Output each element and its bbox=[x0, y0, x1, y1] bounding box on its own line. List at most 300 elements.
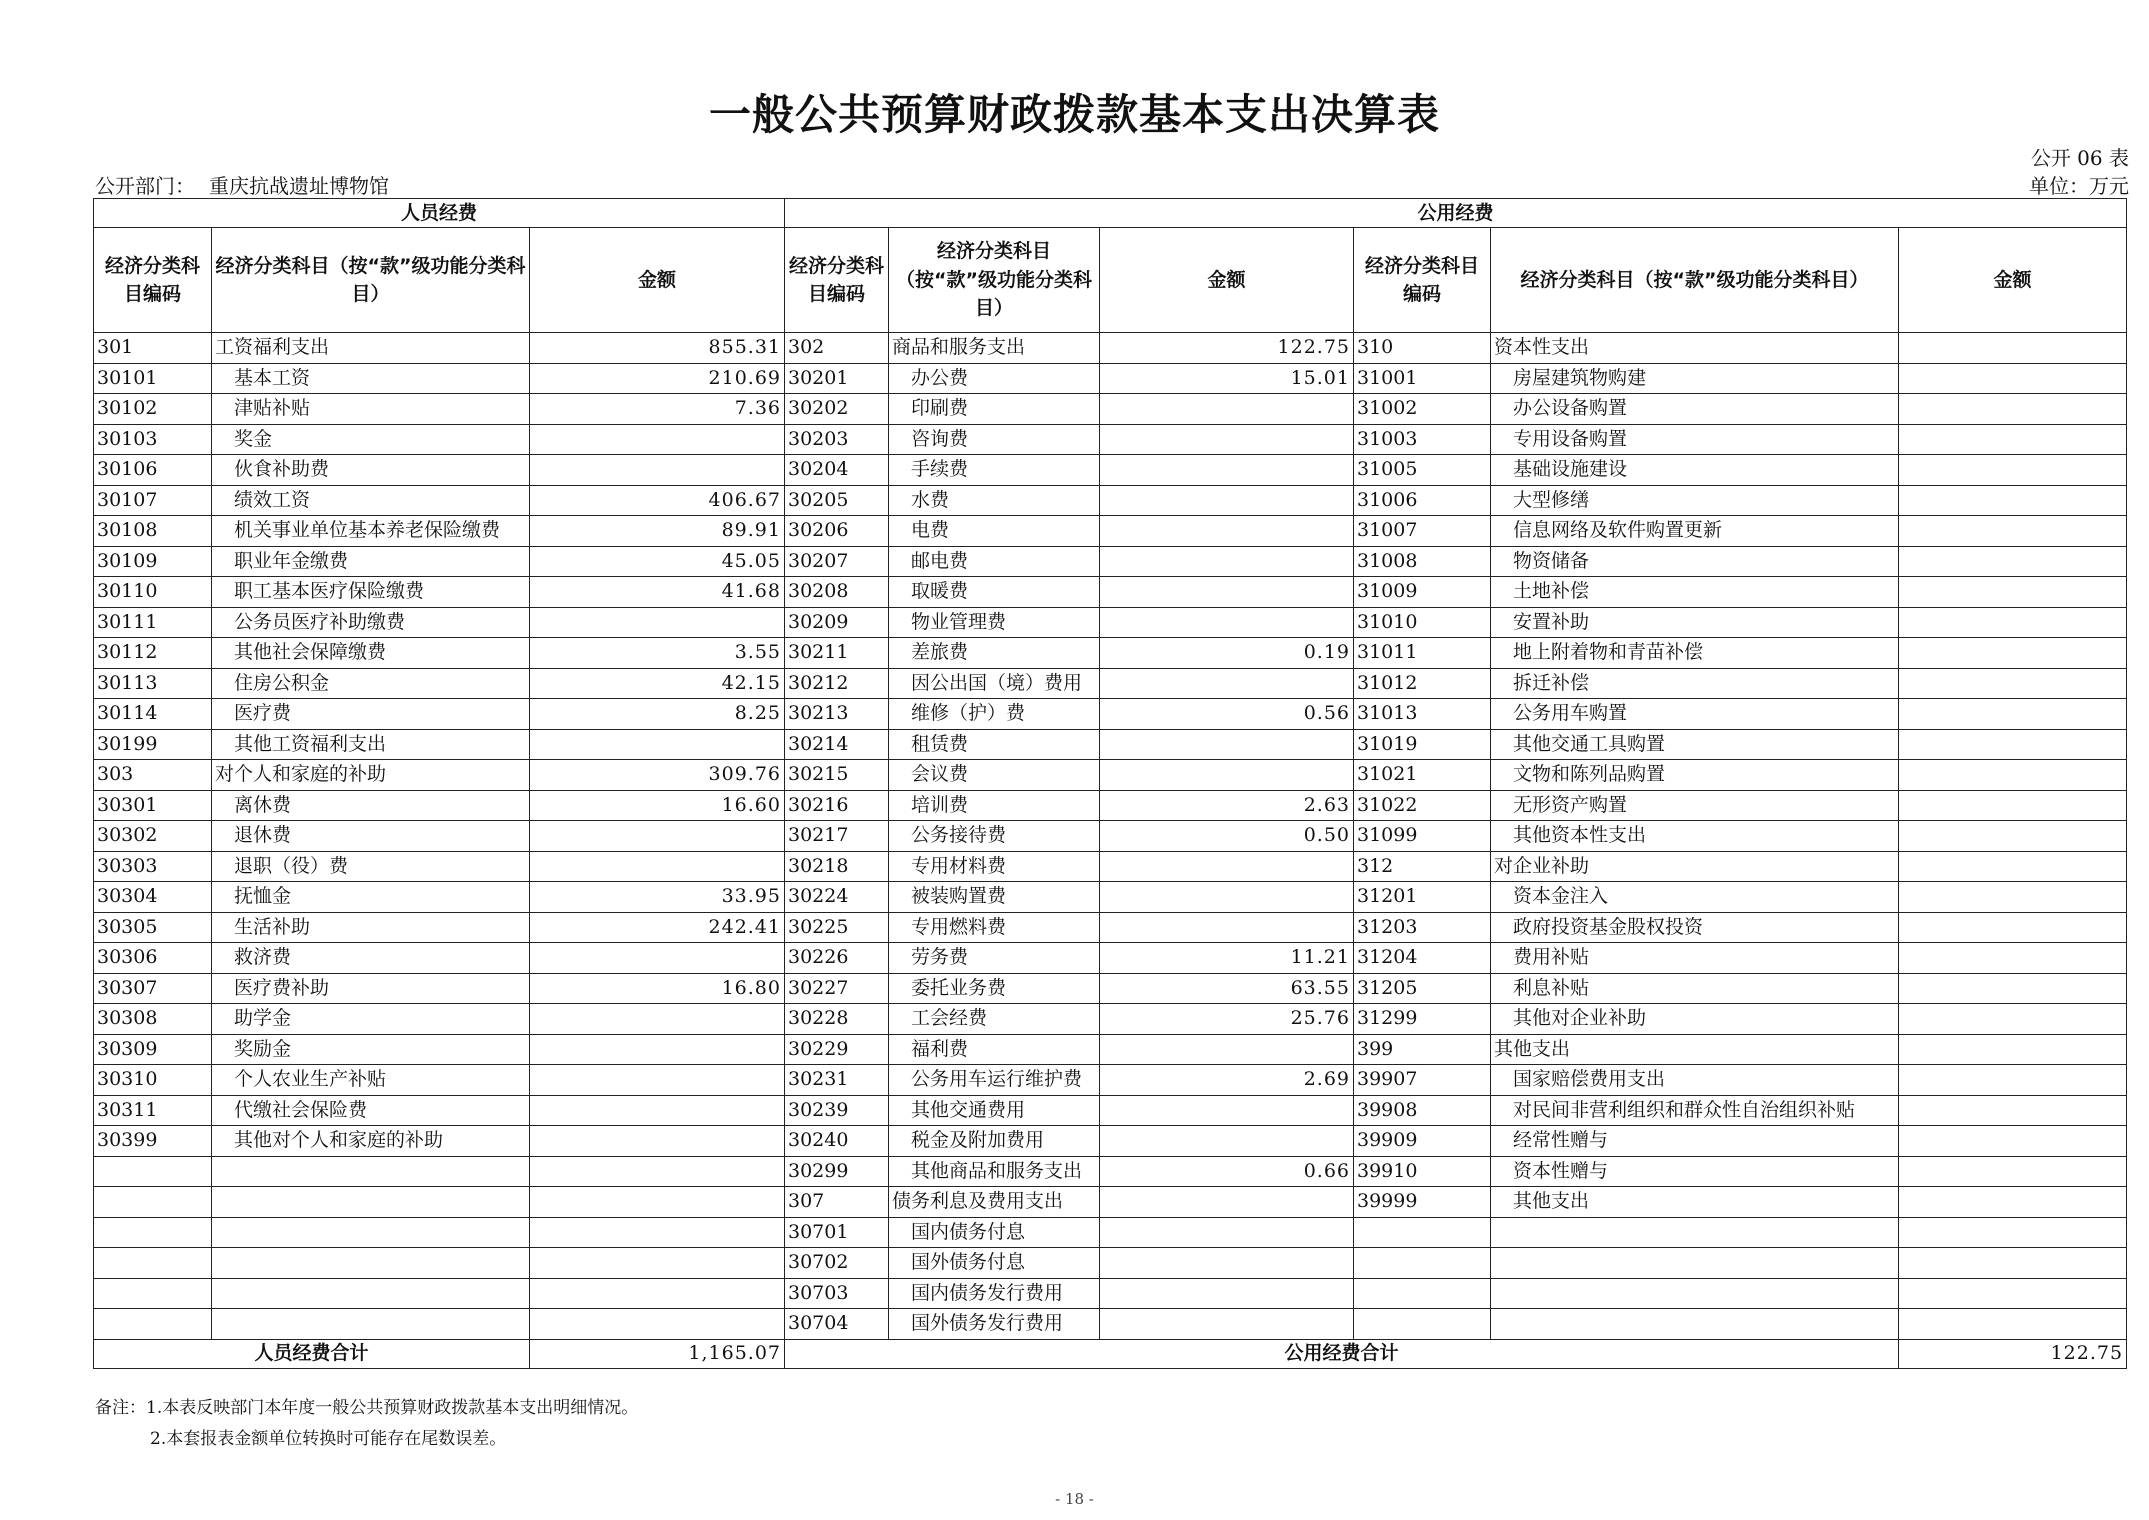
personnel-name-cell: 助学金 bbox=[212, 1004, 530, 1035]
public-code-cell: 30299 bbox=[785, 1156, 889, 1187]
personnel-amount-cell: 42.15 bbox=[530, 668, 785, 699]
personnel-name-cell: 职业年金缴费 bbox=[212, 546, 530, 577]
table-row bbox=[94, 790, 2127, 821]
capital-name-cell: 大型修缮 bbox=[1491, 485, 1899, 516]
public-amount-cell bbox=[1100, 1309, 1354, 1340]
personnel-amount-cell bbox=[530, 1156, 785, 1187]
personnel-name-cell: 津贴补贴 bbox=[212, 394, 530, 425]
capital-name-cell: 公务用车购置 bbox=[1491, 699, 1899, 730]
personnel-name-cell: 个人农业生产补贴 bbox=[212, 1065, 530, 1096]
capital-name-cell: 其他资本性支出 bbox=[1491, 821, 1899, 852]
public-total-value: 122.75 bbox=[1899, 1339, 2127, 1368]
capital-code-cell: 31010 bbox=[1354, 607, 1491, 638]
capital-amount-cell bbox=[1899, 1065, 2127, 1096]
public-name-cell: 商品和服务支出 bbox=[889, 333, 1100, 364]
personnel-name-cell: 退职（役）费 bbox=[212, 851, 530, 882]
table-row bbox=[94, 1034, 2127, 1065]
personnel-code-cell: 30109 bbox=[94, 546, 212, 577]
capital-name-cell: 其他交通工具购置 bbox=[1491, 729, 1899, 760]
personnel-amount-cell bbox=[530, 1034, 785, 1065]
personnel-name-cell bbox=[212, 1217, 530, 1248]
personnel-name-cell: 离休费 bbox=[212, 790, 530, 821]
capital-amount-cell bbox=[1899, 1309, 2127, 1340]
public-code-cell: 30209 bbox=[785, 607, 889, 638]
totals-row bbox=[94, 1339, 2127, 1368]
public-code-cell: 30201 bbox=[785, 363, 889, 394]
public-amount-cell bbox=[1100, 760, 1354, 791]
public-name-cell: 税金及附加费用 bbox=[889, 1126, 1100, 1157]
public-code-cell: 30227 bbox=[785, 973, 889, 1004]
public-amount-cell bbox=[1100, 424, 1354, 455]
capital-code-cell: 31003 bbox=[1354, 424, 1491, 455]
personnel-code-cell: 30304 bbox=[94, 882, 212, 913]
capital-code-cell: 31011 bbox=[1354, 638, 1491, 669]
capital-name-cell: 文物和陈列品购置 bbox=[1491, 760, 1899, 791]
public-name-cell: 国外债务付息 bbox=[889, 1248, 1100, 1279]
capital-amount-cell bbox=[1899, 882, 2127, 913]
public-code-cell: 30225 bbox=[785, 912, 889, 943]
capital-amount-cell bbox=[1899, 485, 2127, 516]
public-name-cell: 委托业务费 bbox=[889, 973, 1100, 1004]
public-name-cell: 因公出国（境）费用 bbox=[889, 668, 1100, 699]
note-1: 备注：1.本表反映部门本年度一般公共预算财政拨款基本支出明细情况。 bbox=[95, 1398, 639, 1418]
personnel-code-cell: 30399 bbox=[94, 1126, 212, 1157]
capital-amount-cell bbox=[1899, 668, 2127, 699]
capital-code-cell bbox=[1354, 1217, 1491, 1248]
capital-amount-cell bbox=[1899, 1156, 2127, 1187]
capital-amount-cell bbox=[1899, 455, 2127, 486]
capital-name-cell: 办公设备购置 bbox=[1491, 394, 1899, 425]
table-row bbox=[94, 973, 2127, 1004]
table-row bbox=[94, 1065, 2127, 1096]
table-row bbox=[94, 607, 2127, 638]
table-row bbox=[94, 1217, 2127, 1248]
public-code-cell: 30239 bbox=[785, 1095, 889, 1126]
public-name-cell: 咨询费 bbox=[889, 424, 1100, 455]
form-number: 公开 06 表 bbox=[2030, 146, 2129, 170]
public-name-cell: 其他商品和服务支出 bbox=[889, 1156, 1100, 1187]
table-row bbox=[94, 882, 2127, 913]
capital-code-cell: 31009 bbox=[1354, 577, 1491, 608]
capital-amount-cell bbox=[1899, 333, 2127, 364]
group-personnel: 人员经费 bbox=[94, 199, 785, 228]
capital-name-cell: 房屋建筑物购建 bbox=[1491, 363, 1899, 394]
header-capital-name: 经济分类科目（按“款”级功能分类科目） bbox=[1491, 228, 1899, 333]
personnel-name-cell: 基本工资 bbox=[212, 363, 530, 394]
capital-code-cell: 31008 bbox=[1354, 546, 1491, 577]
capital-name-cell: 资本性支出 bbox=[1491, 333, 1899, 364]
personnel-name-cell bbox=[212, 1187, 530, 1218]
capital-code-cell: 31022 bbox=[1354, 790, 1491, 821]
public-code-cell: 30702 bbox=[785, 1248, 889, 1279]
personnel-total-label: 人员经费合计 bbox=[94, 1339, 530, 1368]
personnel-code-cell: 30301 bbox=[94, 790, 212, 821]
personnel-amount-cell: 89.91 bbox=[530, 516, 785, 547]
public-code-cell: 30203 bbox=[785, 424, 889, 455]
capital-amount-cell bbox=[1899, 699, 2127, 730]
personnel-code-cell: 30199 bbox=[94, 729, 212, 760]
capital-amount-cell bbox=[1899, 1034, 2127, 1065]
table-row bbox=[94, 485, 2127, 516]
personnel-total-value: 1,165.07 bbox=[530, 1339, 785, 1368]
public-name-cell: 其他交通费用 bbox=[889, 1095, 1100, 1126]
personnel-name-cell: 代缴社会保险费 bbox=[212, 1095, 530, 1126]
table-row bbox=[94, 1187, 2127, 1218]
table-row bbox=[94, 912, 2127, 943]
capital-name-cell: 无形资产购置 bbox=[1491, 790, 1899, 821]
capital-name-cell: 费用补贴 bbox=[1491, 943, 1899, 974]
personnel-amount-cell bbox=[530, 1065, 785, 1096]
public-code-cell: 30231 bbox=[785, 1065, 889, 1096]
capital-name-cell: 其他对企业补助 bbox=[1491, 1004, 1899, 1035]
notes bbox=[95, 1393, 638, 1455]
capital-code-cell: 39907 bbox=[1354, 1065, 1491, 1096]
public-amount-cell: 0.56 bbox=[1100, 699, 1354, 730]
capital-amount-cell bbox=[1899, 394, 2127, 425]
capital-code-cell: 39999 bbox=[1354, 1187, 1491, 1218]
personnel-code-cell: 30302 bbox=[94, 821, 212, 852]
capital-amount-cell bbox=[1899, 729, 2127, 760]
personnel-amount-cell bbox=[530, 1187, 785, 1218]
capital-amount-cell bbox=[1899, 973, 2127, 1004]
capital-code-cell: 31001 bbox=[1354, 363, 1491, 394]
public-name-cell: 国外债务发行费用 bbox=[889, 1309, 1100, 1340]
public-amount-cell bbox=[1100, 1126, 1354, 1157]
public-amount-cell: 0.19 bbox=[1100, 638, 1354, 669]
personnel-amount-cell bbox=[530, 1095, 785, 1126]
capital-name-cell: 物资储备 bbox=[1491, 546, 1899, 577]
personnel-code-cell bbox=[94, 1278, 212, 1309]
capital-amount-cell bbox=[1899, 638, 2127, 669]
personnel-amount-cell bbox=[530, 1309, 785, 1340]
public-name-cell: 差旅费 bbox=[889, 638, 1100, 669]
capital-name-cell bbox=[1491, 1278, 1899, 1309]
page-title: 一般公共预算财政拨款基本支出决算表 bbox=[708, 90, 1440, 139]
table-row bbox=[94, 1309, 2127, 1340]
department-line bbox=[95, 170, 403, 199]
personnel-code-cell: 303 bbox=[94, 760, 212, 791]
personnel-name-cell: 住房公积金 bbox=[212, 668, 530, 699]
personnel-code-cell: 30306 bbox=[94, 943, 212, 974]
personnel-name-cell: 医疗费补助 bbox=[212, 973, 530, 1004]
capital-name-cell: 国家赔偿费用支出 bbox=[1491, 1065, 1899, 1096]
header-personnel-code: 经济分类科目编码 bbox=[94, 228, 212, 333]
capital-code-cell: 39910 bbox=[1354, 1156, 1491, 1187]
public-name-cell: 租赁费 bbox=[889, 729, 1100, 760]
capital-code-cell: 31203 bbox=[1354, 912, 1491, 943]
capital-code-cell: 31005 bbox=[1354, 455, 1491, 486]
public-amount-cell bbox=[1100, 455, 1354, 486]
public-code-cell: 30207 bbox=[785, 546, 889, 577]
table-row bbox=[94, 516, 2127, 547]
capital-name-cell: 对企业补助 bbox=[1491, 851, 1899, 882]
public-amount-cell bbox=[1100, 394, 1354, 425]
public-amount-cell: 2.63 bbox=[1100, 790, 1354, 821]
capital-code-cell: 31013 bbox=[1354, 699, 1491, 730]
header-personnel-name: 经济分类科目（按“款”级功能分类科目） bbox=[212, 228, 530, 333]
public-amount-cell bbox=[1100, 912, 1354, 943]
personnel-name-cell: 救济费 bbox=[212, 943, 530, 974]
public-code-cell: 30213 bbox=[785, 699, 889, 730]
personnel-code-cell: 30303 bbox=[94, 851, 212, 882]
public-code-cell: 302 bbox=[785, 333, 889, 364]
personnel-name-cell bbox=[212, 1278, 530, 1309]
capital-amount-cell bbox=[1899, 851, 2127, 882]
public-amount-cell bbox=[1100, 577, 1354, 608]
personnel-code-cell: 30307 bbox=[94, 973, 212, 1004]
public-name-cell: 办公费 bbox=[889, 363, 1100, 394]
public-code-cell: 307 bbox=[785, 1187, 889, 1218]
personnel-amount-cell: 3.55 bbox=[530, 638, 785, 669]
capital-code-cell: 31099 bbox=[1354, 821, 1491, 852]
public-code-cell: 30215 bbox=[785, 760, 889, 791]
capital-name-cell: 对民间非营利组织和群众性自治组织补贴 bbox=[1491, 1095, 1899, 1126]
personnel-name-cell: 奖励金 bbox=[212, 1034, 530, 1065]
table-row bbox=[94, 668, 2127, 699]
capital-code-cell: 31007 bbox=[1354, 516, 1491, 547]
capital-amount-cell bbox=[1899, 1004, 2127, 1035]
personnel-amount-cell bbox=[530, 1278, 785, 1309]
table-row bbox=[94, 851, 2127, 882]
personnel-amount-cell: 309.76 bbox=[530, 760, 785, 791]
personnel-code-cell: 30103 bbox=[94, 424, 212, 455]
public-amount-cell bbox=[1100, 607, 1354, 638]
public-amount-cell: 0.66 bbox=[1100, 1156, 1354, 1187]
capital-amount-cell bbox=[1899, 577, 2127, 608]
public-name-cell: 手续费 bbox=[889, 455, 1100, 486]
capital-amount-cell bbox=[1899, 943, 2127, 974]
personnel-code-cell bbox=[94, 1156, 212, 1187]
personnel-name-cell: 其他社会保障缴费 bbox=[212, 638, 530, 669]
public-name-cell: 专用燃料费 bbox=[889, 912, 1100, 943]
public-code-cell: 30214 bbox=[785, 729, 889, 760]
table-row bbox=[94, 333, 2127, 364]
personnel-name-cell: 对个人和家庭的补助 bbox=[212, 760, 530, 791]
table-row bbox=[94, 943, 2127, 974]
capital-amount-cell bbox=[1899, 1217, 2127, 1248]
capital-code-cell: 31002 bbox=[1354, 394, 1491, 425]
public-code-cell: 30208 bbox=[785, 577, 889, 608]
expenditure-table bbox=[93, 198, 2127, 1369]
public-amount-cell bbox=[1100, 1248, 1354, 1279]
personnel-amount-cell bbox=[530, 1004, 785, 1035]
personnel-code-cell: 30311 bbox=[94, 1095, 212, 1126]
capital-name-cell: 拆迁补偿 bbox=[1491, 668, 1899, 699]
capital-code-cell bbox=[1354, 1248, 1491, 1279]
personnel-code-cell: 30309 bbox=[94, 1034, 212, 1065]
public-name-cell: 电费 bbox=[889, 516, 1100, 547]
capital-amount-cell bbox=[1899, 546, 2127, 577]
public-name-cell: 印刷费 bbox=[889, 394, 1100, 425]
public-name-cell: 物业管理费 bbox=[889, 607, 1100, 638]
capital-name-cell: 其他支出 bbox=[1491, 1034, 1899, 1065]
public-name-cell: 专用材料费 bbox=[889, 851, 1100, 882]
personnel-amount-cell: 7.36 bbox=[530, 394, 785, 425]
header-personnel-amount: 金额 bbox=[530, 228, 785, 333]
personnel-code-cell: 30308 bbox=[94, 1004, 212, 1035]
personnel-amount-cell bbox=[530, 1248, 785, 1279]
personnel-code-cell: 30108 bbox=[94, 516, 212, 547]
public-name-cell: 邮电费 bbox=[889, 546, 1100, 577]
capital-amount-cell bbox=[1899, 1248, 2127, 1279]
public-name-cell: 劳务费 bbox=[889, 943, 1100, 974]
public-amount-cell bbox=[1100, 668, 1354, 699]
personnel-name-cell: 生活补助 bbox=[212, 912, 530, 943]
personnel-name-cell: 机关事业单位基本养老保险缴费 bbox=[212, 516, 530, 547]
personnel-code-cell: 30112 bbox=[94, 638, 212, 669]
header-capital-code: 经济分类科目编码 bbox=[1354, 228, 1491, 333]
capital-name-cell: 资本性赠与 bbox=[1491, 1156, 1899, 1187]
group-header-row bbox=[94, 199, 2127, 228]
public-name-cell: 国内债务发行费用 bbox=[889, 1278, 1100, 1309]
personnel-name-cell: 伙食补助费 bbox=[212, 455, 530, 486]
public-code-cell: 30704 bbox=[785, 1309, 889, 1340]
table-row bbox=[94, 424, 2127, 455]
personnel-amount-cell bbox=[530, 943, 785, 974]
public-code-cell: 30228 bbox=[785, 1004, 889, 1035]
table-row bbox=[94, 1248, 2127, 1279]
capital-code-cell: 31019 bbox=[1354, 729, 1491, 760]
capital-code-cell: 31205 bbox=[1354, 973, 1491, 1004]
public-amount-cell bbox=[1100, 485, 1354, 516]
capital-code-cell: 39909 bbox=[1354, 1126, 1491, 1157]
public-amount-cell: 2.69 bbox=[1100, 1065, 1354, 1096]
personnel-code-cell: 301 bbox=[94, 333, 212, 364]
personnel-amount-cell: 406.67 bbox=[530, 485, 785, 516]
capital-name-cell: 地上附着物和青苗补偿 bbox=[1491, 638, 1899, 669]
personnel-name-cell: 职工基本医疗保险缴费 bbox=[212, 577, 530, 608]
public-code-cell: 30211 bbox=[785, 638, 889, 669]
public-amount-cell bbox=[1100, 1034, 1354, 1065]
table-row bbox=[94, 699, 2127, 730]
group-public: 公用经费 bbox=[785, 199, 2127, 228]
capital-name-cell: 利息补贴 bbox=[1491, 973, 1899, 1004]
personnel-code-cell: 30310 bbox=[94, 1065, 212, 1096]
personnel-amount-cell bbox=[530, 455, 785, 486]
table-row bbox=[94, 363, 2127, 394]
capital-name-cell: 基础设施建设 bbox=[1491, 455, 1899, 486]
table-row bbox=[94, 1156, 2127, 1187]
header-capital-amount: 金额 bbox=[1899, 228, 2127, 333]
public-name-cell: 取暖费 bbox=[889, 577, 1100, 608]
personnel-name-cell: 抚恤金 bbox=[212, 882, 530, 913]
personnel-amount-cell: 242.41 bbox=[530, 912, 785, 943]
public-name-cell: 债务利息及费用支出 bbox=[889, 1187, 1100, 1218]
column-header-row bbox=[94, 228, 2127, 333]
public-code-cell: 30216 bbox=[785, 790, 889, 821]
personnel-name-cell bbox=[212, 1248, 530, 1279]
personnel-code-cell: 30111 bbox=[94, 607, 212, 638]
personnel-amount-cell: 41.68 bbox=[530, 577, 785, 608]
public-amount-cell: 25.76 bbox=[1100, 1004, 1354, 1035]
public-amount-cell bbox=[1100, 546, 1354, 577]
capital-code-cell: 39908 bbox=[1354, 1095, 1491, 1126]
capital-amount-cell bbox=[1899, 1278, 2127, 1309]
public-amount-cell bbox=[1100, 516, 1354, 547]
personnel-name-cell: 退休费 bbox=[212, 821, 530, 852]
capital-name-cell: 资本金注入 bbox=[1491, 882, 1899, 913]
header-public-code: 经济分类科目编码 bbox=[785, 228, 889, 333]
public-code-cell: 30240 bbox=[785, 1126, 889, 1157]
table-row bbox=[94, 729, 2127, 760]
personnel-name-cell: 奖金 bbox=[212, 424, 530, 455]
public-code-cell: 30701 bbox=[785, 1217, 889, 1248]
personnel-amount-cell: 855.31 bbox=[530, 333, 785, 364]
capital-amount-cell bbox=[1899, 1126, 2127, 1157]
public-amount-cell: 15.01 bbox=[1100, 363, 1354, 394]
public-amount-cell bbox=[1100, 729, 1354, 760]
public-amount-cell bbox=[1100, 882, 1354, 913]
public-amount-cell: 0.50 bbox=[1100, 821, 1354, 852]
personnel-code-cell bbox=[94, 1187, 212, 1218]
personnel-amount-cell: 16.60 bbox=[530, 790, 785, 821]
capital-name-cell: 专用设备购置 bbox=[1491, 424, 1899, 455]
table-row bbox=[94, 577, 2127, 608]
capital-amount-cell bbox=[1899, 363, 2127, 394]
capital-code-cell bbox=[1354, 1309, 1491, 1340]
capital-code-cell: 31204 bbox=[1354, 943, 1491, 974]
table-row bbox=[94, 455, 2127, 486]
personnel-amount-cell bbox=[530, 1217, 785, 1248]
capital-name-cell: 其他支出 bbox=[1491, 1187, 1899, 1218]
public-name-cell: 被装购置费 bbox=[889, 882, 1100, 913]
personnel-code-cell bbox=[94, 1217, 212, 1248]
public-code-cell: 30204 bbox=[785, 455, 889, 486]
capital-name-cell: 信息网络及软件购置更新 bbox=[1491, 516, 1899, 547]
personnel-amount-cell: 16.80 bbox=[530, 973, 785, 1004]
capital-amount-cell bbox=[1899, 516, 2127, 547]
capital-name-cell bbox=[1491, 1248, 1899, 1279]
capital-code-cell: 31201 bbox=[1354, 882, 1491, 913]
personnel-name-cell: 工资福利支出 bbox=[212, 333, 530, 364]
personnel-code-cell bbox=[94, 1248, 212, 1279]
capital-amount-cell bbox=[1899, 790, 2127, 821]
capital-amount-cell bbox=[1899, 760, 2127, 791]
table-row bbox=[94, 638, 2127, 669]
public-code-cell: 30202 bbox=[785, 394, 889, 425]
capital-amount-cell bbox=[1899, 607, 2127, 638]
capital-code-cell: 312 bbox=[1354, 851, 1491, 882]
capital-code-cell: 31012 bbox=[1354, 668, 1491, 699]
header-public-amount: 金额 bbox=[1100, 228, 1354, 333]
public-amount-cell bbox=[1100, 1187, 1354, 1218]
personnel-code-cell: 30107 bbox=[94, 485, 212, 516]
public-code-cell: 30206 bbox=[785, 516, 889, 547]
personnel-amount-cell bbox=[530, 424, 785, 455]
public-name-cell: 工会经费 bbox=[889, 1004, 1100, 1035]
table-row bbox=[94, 1004, 2127, 1035]
public-name-cell: 水费 bbox=[889, 485, 1100, 516]
unit-label: 单位：万元 bbox=[2029, 174, 2129, 198]
capital-name-cell: 安置补助 bbox=[1491, 607, 1899, 638]
public-name-cell: 福利费 bbox=[889, 1034, 1100, 1065]
department-name: 重庆抗战遗址博物馆 bbox=[209, 174, 389, 198]
personnel-amount-cell bbox=[530, 607, 785, 638]
personnel-amount-cell: 45.05 bbox=[530, 546, 785, 577]
personnel-name-cell: 医疗费 bbox=[212, 699, 530, 730]
personnel-amount-cell: 210.69 bbox=[530, 363, 785, 394]
public-amount-cell bbox=[1100, 851, 1354, 882]
personnel-code-cell: 30101 bbox=[94, 363, 212, 394]
personnel-name-cell bbox=[212, 1156, 530, 1187]
table-row bbox=[94, 821, 2127, 852]
capital-code-cell: 399 bbox=[1354, 1034, 1491, 1065]
public-code-cell: 30226 bbox=[785, 943, 889, 974]
public-code-cell: 30703 bbox=[785, 1278, 889, 1309]
public-name-cell: 维修（护）费 bbox=[889, 699, 1100, 730]
department-label: 公开部门： bbox=[95, 174, 195, 198]
personnel-name-cell bbox=[212, 1309, 530, 1340]
